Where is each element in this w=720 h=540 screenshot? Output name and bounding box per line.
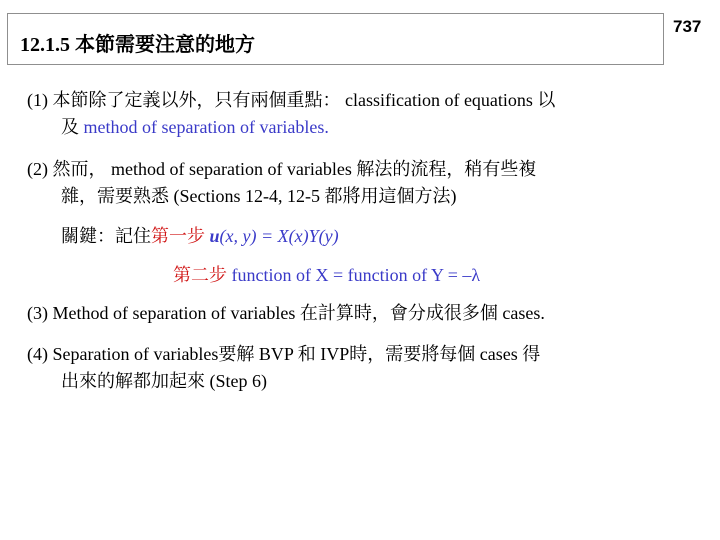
step-1-label: 第一步	[151, 226, 205, 246]
title-frame	[7, 13, 664, 65]
point-4-line-1: (4) Separation of variables要解 BVP 和 IVP時，需要將每個 cases 得	[27, 344, 541, 364]
point-2	[27, 156, 677, 210]
step-2-label: 第二步	[173, 265, 227, 285]
step-1-args: (x, y) = X(x)Y(y)	[219, 226, 339, 246]
point-4-line-2: 出來的解都加起來 (Step 6)	[61, 371, 267, 391]
point-2-line-1: (2) 然而， method of separation of variables 解法的流程，稍有些複	[27, 159, 537, 179]
page-number: 737	[673, 17, 702, 36]
point-3-line-1: (3) Method of separation of variables 在計算時，會分成很多個 cases.	[27, 303, 545, 323]
point-4	[27, 341, 677, 395]
point-1-line-1: (1) 本節除了定義以外，只有兩個重點： classification of equations 以	[27, 90, 556, 110]
key-step-2	[173, 261, 480, 287]
key-step-1	[61, 222, 339, 248]
point-1-line-2	[27, 114, 677, 141]
section-title: 12.1.5 本節需要注意的地方	[20, 34, 255, 56]
point-1-prefix: 及	[61, 117, 84, 137]
step-1-u: u	[209, 226, 220, 246]
point-2-line-2: 雜，需要熟悉 (Sections 12-4, 12-5 都將用這個方法)	[61, 186, 457, 206]
key-label: 關鍵：記住	[61, 226, 151, 246]
step-1-formula	[210, 226, 339, 246]
point-1	[27, 87, 677, 141]
point-3	[27, 300, 677, 327]
step-2-formula: function of X = function of Y = –λ	[231, 265, 481, 285]
point-1-highlight: method of separation of variables.	[83, 117, 329, 137]
